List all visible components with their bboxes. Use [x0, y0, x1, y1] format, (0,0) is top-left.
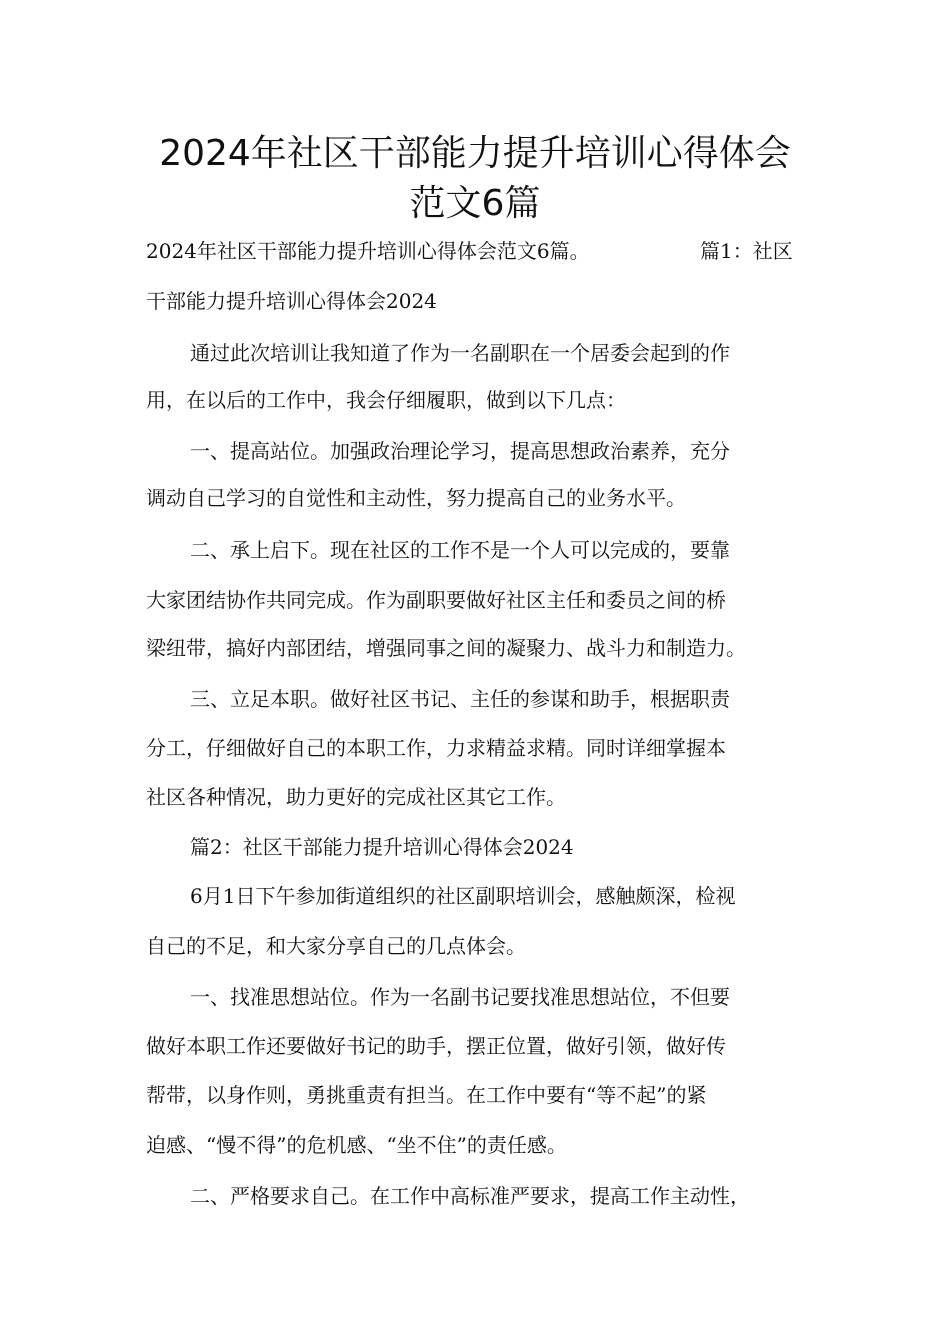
body-line: 社区各种情况，助力更好的完成社区其它工作。 — [146, 785, 566, 809]
body-line: 三、立足本职。做好社区书记、主任的参谋和助手，根据职责 — [190, 687, 730, 711]
body-line: 做好本职工作还要做好书记的助手，摆正位置，做好引领，做好传 — [146, 1034, 726, 1058]
body-line: 调动自己学习的自觉性和主动性，努力提高自己的业务水平。 — [146, 486, 686, 510]
chapter-1-heading-start: 篇1：社区 — [700, 239, 793, 263]
body-line: 通过此次培训让我知道了作为一名副职在一个居委会起到的作 — [190, 341, 730, 365]
body-line: 二、承上启下。现在社区的工作不是一个人可以完成的，要靠 — [190, 538, 730, 562]
body-line: 自己的不足，和大家分享自己的几点体会。 — [146, 934, 526, 958]
body-line: 大家团结协作共同完成。作为副职要做好社区主任和委员之间的桥 — [146, 588, 726, 612]
body-line: 梁纽带，搞好内部团结，增强同事之间的凝聚力、战斗力和制造力。 — [146, 636, 746, 660]
body-line: 分工，仔细做好自己的本职工作，力求精益求精。同时详细掌握本 — [146, 736, 726, 760]
body-line: 迫感、“慢不得”的危机感、“坐不住”的责任感。 — [146, 1133, 567, 1157]
body-line: 一、找准思想站位。作为一名副书记要找准思想站位，不但要 — [190, 985, 730, 1009]
body-line: 帮带，以身作则，勇挑重责有担当。在工作中要有“等不起”的紧 — [146, 1083, 707, 1107]
body-line: 二、严格要求自己。在工作中高标准严要求，提高工作主动性， — [190, 1184, 750, 1208]
body-line: 一、提高站位。加强政治理论学习，提高思想政治素养，充分 — [190, 439, 730, 463]
body-line: 6月1日下午参加街道组织的社区副职培训会，感触颇深，检视 — [190, 884, 736, 908]
body-line: 用，在以后的工作中，我会仔细履职，做到以下几点： — [146, 388, 626, 412]
document-title-line-2: 范文6篇 — [409, 183, 541, 224]
chapter-1-heading-end: 干部能力提升培训心得体会2024 — [146, 289, 437, 313]
document-title-line-1: 2024年社区干部能力提升培训心得体会 — [159, 133, 791, 174]
chapter-2-heading: 篇2：社区干部能力提升培训心得体会2024 — [190, 835, 574, 859]
intro-text: 2024年社区干部能力提升培训心得体会范文6篇。 — [146, 239, 590, 263]
